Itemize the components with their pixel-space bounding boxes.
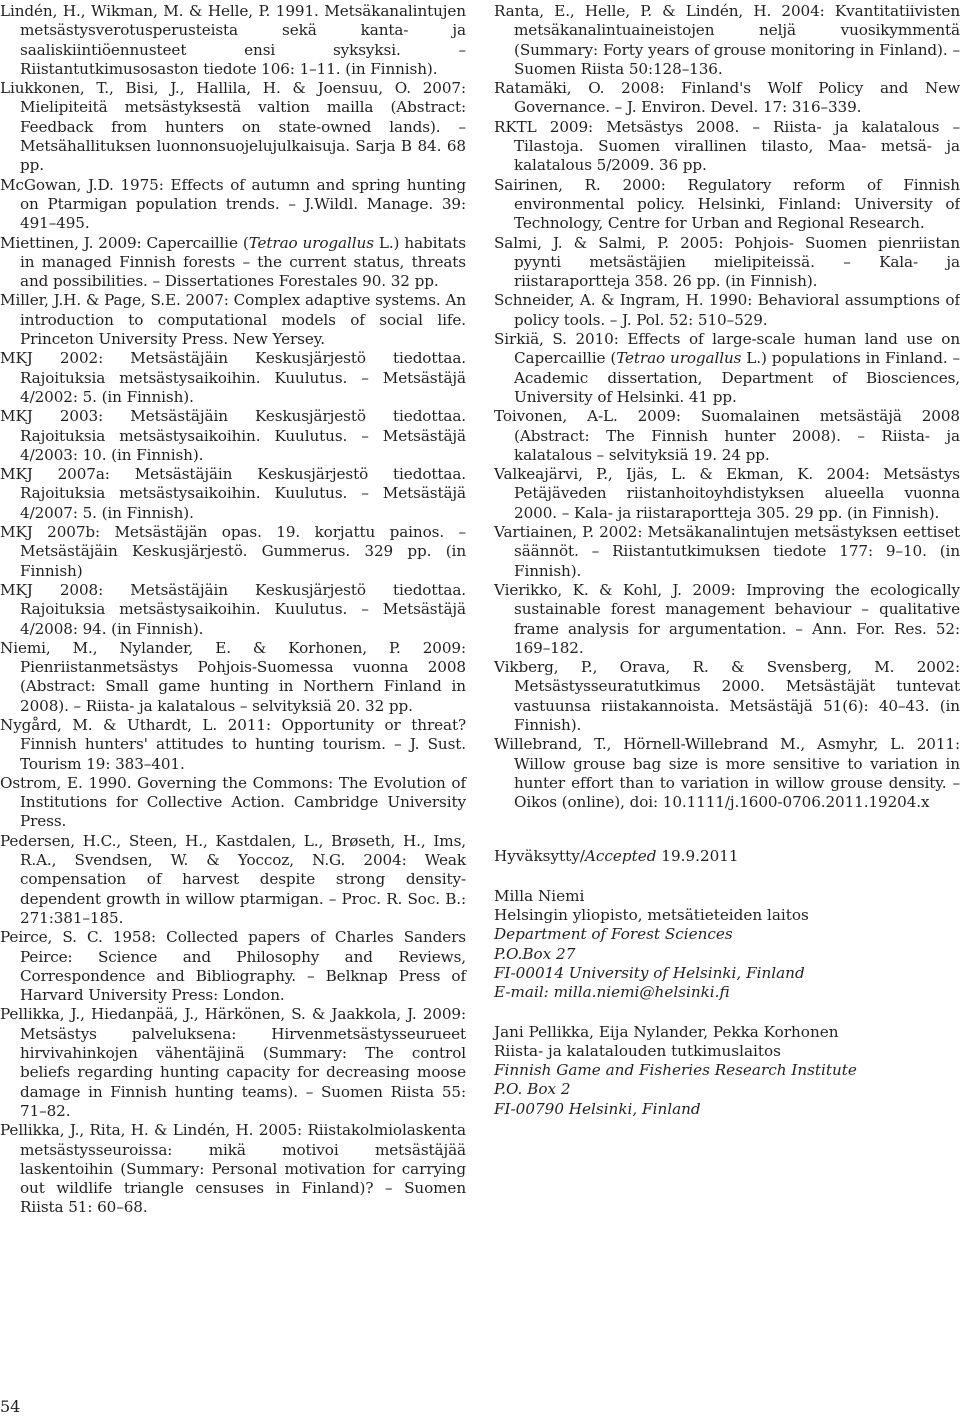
reference-entry: Vierikko, K. & Kohl, J. 2009: Improving the ecologically sustainable forest management behaviour – qualitative frame analysis for argumentation. – Ann. For. Res. 52: 169–182.: [494, 580, 960, 657]
author-po-box: P.O. Box 2: [494, 1080, 571, 1099]
reference-entry: Lindén, H., Wikman, M. & Helle, P. 1991. Metsäkanalintujen metsästysverotusperusteista sekä kanta- ja saaliskiintiöennusteet ensi syksyksi. – Riistantutkimusosaston tiedote 106: 1–11. (in Finnish).: [0, 2, 466, 78]
reference-entry: Ranta, E., Helle, P. & Lindén, H. 2004: Kvantitatiivisten metsäkanalintuaineistojen neljä vuosikymmentä (Summary: Forty years of grouse monitoring in Finland). – Suomen Riista 50:128–136.: [494, 2, 960, 78]
reference-text: Sirkiä, S. 2010: Effects of large-scale human land use on Capercaillie (: [494, 330, 960, 368]
reference-entry: MKJ 2007a: Metsästäjäin Keskusjärjestö tiedottaa. Rajoituksia metsästysaikoihin. Kuulutus. – Metsästäjä 4/2007: 5. (in Finnish).: [0, 465, 466, 522]
reference-entry: Vartiainen, P. 2002: Metsäkanalintujen metsästyksen eettiset säännöt. – Riistantutkimuksen tiedote 177: 9–10. (in Finnish).: [494, 523, 960, 580]
reference-entry: Pellikka, J., Rita, H. & Lindén, H. 2005: Riistakolmiolaskenta metsästysseuroissa: mikä motivoi metsästäjää laskentoihin (Summary: Personal motivation for carrying out wildlife triangle censuses in Finland)? – Suomen Riista 51: 60–68.: [0, 1121, 466, 1217]
reference-entry: Ostrom, E. 1990. Governing the Commons: The Evolution of Institutions for Collective Action. Cambridge University Press.: [0, 773, 466, 831]
author-address-1: [494, 887, 960, 1003]
references-left-column: [0, 2, 466, 1218]
reference-entry: Vikberg, P., Orava, R. & Svensberg, M. 2002: Metsästysseuratutkimus 2000. Metsästäjät tuntevat vastuunsa riistakannoista. Metsästäjä 51(6): 40–43. (in Finnish).: [494, 658, 960, 734]
reference-text: Miettinen, J. 2009: Capercaillie (: [0, 233, 249, 252]
author-department: Department of Forest Sciences: [494, 925, 733, 944]
reference-species-name: Tetrao urogallus: [616, 349, 742, 368]
reference-text: L.) populations in Finland. – Academic dissertation, Department of Biosciences, University of Helsinki. 41 pp.: [514, 349, 960, 406]
reference-entry: Ratamäki, O. 2008: Finland's Wolf Policy and New Governance. – J. Environ. Devel. 17: 316–339.: [494, 79, 960, 117]
author-address-2: [494, 1023, 960, 1119]
reference-entry: Pellikka, J., Hiedanpää, J., Härkönen, S. & Jaakkola, J. 2009: Metsästys palveluksena: Hirvenmetsästysseurueet hirvivahinkojen vähentäjinä (Summary: The control beliefs regarding hunting capacity for decreasing moose damage in Finnish hunting teams). – Suomen Riista 55: 71–82.: [0, 1005, 466, 1120]
author-names: Jani Pellikka, Eija Nylander, Pekka Korhonen: [494, 1022, 839, 1041]
author-name: Milla Niemi: [494, 886, 585, 905]
references-right-list: [494, 2, 960, 812]
author-organization: Helsingin yliopisto, metsätieteiden laitos: [494, 906, 809, 925]
author-po-box: P.O.Box 27: [494, 944, 576, 963]
accepted-date: [494, 847, 960, 866]
reference-entry: MKJ 2003: Metsästäjäin Keskusjärjestö tiedottaa. Rajoituksia metsästysaikoihin. Kuulutus. – Metsästäjä 4/2003: 10. (in Finnish).: [0, 407, 466, 464]
references-right-column: [494, 2, 960, 1119]
author-email: E-mail: milla.niemi@helsinki.fi: [494, 983, 730, 1002]
reference-entry: Liukkonen, T., Bisi, J., Hallila, H. & Joensuu, O. 2007: Mielipiteitä metsästyksestä valtion mailla (Abstract: Feedback from hunters on state-owned lands). – Metsähallituksen luonnonsuojelujulkaisuja. Sarja B 84. 68 pp.: [0, 79, 466, 175]
reference-entry: MKJ 2007b: Metsästäjän opas. 19. korjattu painos. – Metsästäjäin Keskusjärjestö. Gummerus. 329 pp. (in Finnish): [0, 523, 466, 580]
reference-entry: MKJ 2002: Metsästäjäin Keskusjärjestö tiedottaa. Rajoituksia metsästysaikoihin. Kuulutus. – Metsästäjä 4/2002: 5. (in Finnish).: [0, 349, 466, 406]
reference-entry: MKJ 2008: Metsästäjäin Keskusjärjestö tiedottaa. Rajoituksia metsästysaikoihin. Kuulutus. – Metsästäjä 4/2008: 94. (in Finnish).: [0, 580, 466, 638]
reference-entry: [494, 330, 960, 407]
reference-entry: Salmi, J. & Salmi, P. 2005: Pohjois- Suomen pienriistan pyynti metsästäjien mielipiteissä. – Kala- ja riistaraportteja 358. 26 pp. (in Finnish).: [494, 233, 960, 291]
author-institute: Finnish Game and Fisheries Research Institute: [494, 1061, 857, 1080]
reference-entry: Schneider, A. & Ingram, H. 1990: Behavioral assumptions of policy tools. – J. Pol. 52: 510–529.: [494, 291, 960, 329]
accepted-label-italic: Accepted: [584, 847, 657, 866]
reference-entry: RKTL 2009: Metsästys 2008. – Riista- ja kalatalous – Tilastoja. Suomen virallinen tilasto, Maa- metsä- ja kalatalous 5/2009. 36 pp.: [494, 117, 960, 175]
reference-entry: Niemi, M., Nylander, E. & Korhonen, P. 2009: Pienriistanmetsästys Pohjois-Suomessa vuonna 2008 (Abstract: Small game hunting in Northern Finland in 2008). – Riista- ja kalatalous – selvityksiä 20. 32 pp.: [0, 638, 466, 715]
reference-entry: Willebrand, T., Hörnell-Willebrand M., Asmyhr, L. 2011: Willow grouse bag size is more sensitive to variation in hunter effort than to variation in willow grouse density. – Oikos (online), doi: 10.1111/j.1600-0706.2011.19204.x: [494, 735, 960, 812]
reference-entry: Pedersen, H.C., Steen, H., Kastdalen, L., Brøseth, H., Ims, R.A., Svendsen, W. & Yoccoz, N.G. 2004: Weak compensation of harvest despite strong density-dependent growth in willow ptarmigan. – Proc. R. Soc. B.: 271:381–185.: [0, 831, 466, 927]
author-city: FI-00014 University of Helsinki, Finland: [494, 963, 805, 982]
reference-entry: Valkeajärvi, P., Ijäs, L. & Ekman, K. 2004: Metsästys Petäjäveden riistanhoitoyhdistyksen alueella vuonna 2000. – Kala- ja riistaraportteja 305. 29 pp. (in Finnish).: [494, 465, 960, 522]
reference-entry: [0, 234, 466, 292]
reference-entry: Nygård, M. & Uthardt, L. 2011: Opportunity or threat? Finnish hunters' attitudes to hunting tourism. – J. Sust. Tourism 19: 383–401.: [0, 715, 466, 773]
accepted-date-value: 19.9.2011: [656, 847, 739, 866]
reference-entry: Sairinen, R. 2000: Regulatory reform of Finnish environmental policy. Helsinki, Finland: University of Technology, Centre for Urban and Regional Research.: [494, 175, 960, 233]
page-number: 54: [0, 1397, 21, 1416]
reference-text: L.) habitats in managed Finnish forests – the current status, threats and possibilities. – Dissertationes Forestales 90. 32 pp.: [20, 233, 466, 291]
reference-species-name: Tetrao urogallus: [248, 233, 374, 252]
reference-entry: Toivonen, A-L. 2009: Suomalainen metsästäjä 2008 (Abstract: The Finnish hunter 2008). – Riista- ja kalatalous – selvityksiä 19. 24 pp.: [494, 407, 960, 464]
reference-entry: McGowan, J.D. 1975: Effects of autumn and spring hunting on Ptarmigan population trends. – J.Wildl. Manage. 39: 491–495.: [0, 175, 466, 233]
accepted-label: Hyväksytty/: [494, 847, 585, 866]
author-organization: Riista- ja kalatalouden tutkimuslaitos: [494, 1041, 781, 1060]
author-city: FI-00790 Helsinki, Finland: [494, 1099, 701, 1118]
reference-entry: Peirce, S. C. 1958: Collected papers of Charles Sanders Peirce: Science and Philosophy and Reviews, Correspondence and Bibliography. – Belknap Press of Harvard University Press: London.: [0, 928, 466, 1005]
reference-entry: Miller, J.H. & Page, S.E. 2007: Complex adaptive systems. An introduction to computational models of social life. Princeton University Press. New Yersey.: [0, 291, 466, 349]
